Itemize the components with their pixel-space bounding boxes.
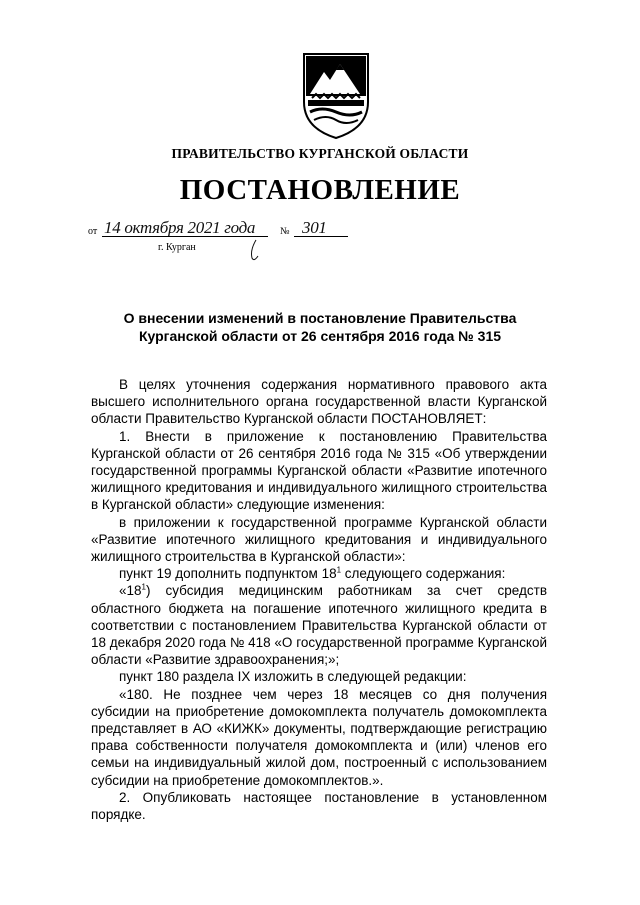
- date-handwritten: 14 октября 2021 года: [104, 218, 256, 237]
- government-title: ПРАВИТЕЛЬСТВО КУРГАНСКОЙ ОБЛАСТИ: [171, 146, 469, 161]
- kurgan-coat-of-arms-icon: [300, 50, 372, 140]
- subject-line-1: О внесении изменений в постановление Правительства: [123, 310, 517, 326]
- document-subject: [0, 309, 640, 345]
- subpoint-text-a: «18: [119, 583, 142, 599]
- paragraph-point-180-intro: пункт 180 раздела IX изложить в следующей редакции:: [119, 669, 467, 685]
- paragraph-item-1: 1. Внести в приложение к постановлению Правительства Курганской области от 26 сентября 2016 года № 315 «Об утверждении государственной программы Курганской области «Развитие ипотечного жилищного кредитования и индивидуального жилищного строительства в Курганской области» следующие изменения:: [91, 428, 547, 513]
- subject-line-2: Курганской области от 26 сентября 2016 года № 315: [138, 328, 502, 344]
- subpoint-text-b: ) субсидия медицинским работникам за счет средств областного бюджета на погашение ипотечного жилищного кредита в соответствии с постановлением Правительства Курганской области от 18 декабря 2020 года № 418 «О государственной программе Курганской области «Развитие здравоохранения;»;: [91, 583, 547, 668]
- paragraph-subpoint-18-1: [91, 582, 547, 668]
- point-19-text-b: следующего содержания:: [341, 566, 506, 582]
- point-19-text-a: пункт 19 дополнить подпунктом 18: [119, 566, 337, 582]
- number-handwritten: 301: [302, 218, 327, 237]
- paragraph-item-2: 2. Опубликовать настоящее постановление в установленном порядке.: [91, 789, 547, 823]
- paragraph-preamble: В целях уточнения содержания нормативного правового акта высшего исполнительного органа государственной власти Курганской области Правительство Курганской области ПОСТАНОВЛЯЕТ:: [91, 377, 547, 427]
- subpoint-superscript: 1: [141, 582, 146, 592]
- number-underline: [294, 236, 348, 237]
- date-underline: [102, 236, 268, 237]
- point-19-superscript: 1: [336, 565, 342, 575]
- document-body: [91, 376, 547, 823]
- paragraph-point-19: [91, 565, 547, 582]
- city-label: г. Курган: [158, 242, 196, 253]
- signature-stroke-icon: [248, 238, 262, 262]
- document-meta: [88, 220, 388, 260]
- paragraph-annex-intro: в приложении к государственной программе Курганской области «Развитие ипотечного жилищного кредитования и индивидуального жилищного строительства в Курганской области»:: [91, 514, 547, 565]
- document-type-title: ПОСТАНОВЛЕНИЕ: [179, 174, 461, 206]
- number-label: №: [280, 226, 290, 237]
- from-label: от: [88, 226, 98, 237]
- paragraph-point-180: «180. Не позднее чем через 18 месяцев со дня получения субсидии на приобретение домокомплекта получатель домокомплекта представляет в АО «КИЖК» документы, подтверждающие регистрацию права собственности получателя домокомплекта и (или) членов его семьи на индивидуальный жилой дом, построенный с использованием субсидии на приобретение домокомплектов.».: [91, 686, 547, 788]
